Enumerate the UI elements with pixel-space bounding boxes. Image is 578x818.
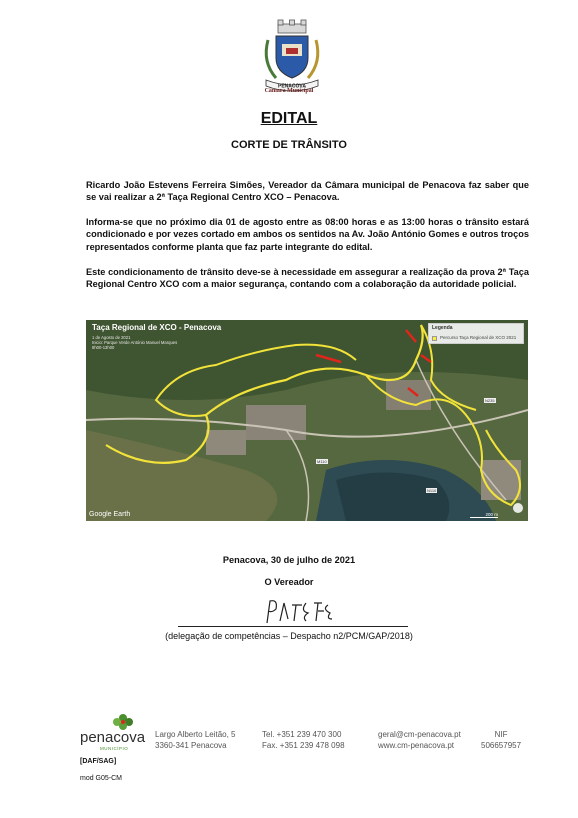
footer-address — [155, 729, 236, 751]
document-title: EDITAL — [260, 110, 318, 127]
footer-nif — [481, 729, 521, 751]
footer-contact — [378, 729, 461, 751]
map-start: Inicio: Parque Verde António Manuel Marques — [92, 340, 178, 345]
legend-swatch-icon — [432, 336, 437, 341]
map-title: Taça Regional de XCO - Penacova — [92, 323, 222, 332]
signature-date: Penacova, 30 de julho de 2021 — [222, 555, 356, 565]
delegation-note: (delegação de competências – Despacho n2/PCM/GAP/2018) — [165, 631, 413, 641]
logo-tagline: MUNICÍPIO — [100, 746, 129, 751]
handwritten-signature — [262, 597, 352, 627]
legend-item: Percurso Taça Regional de XCO 2021 — [440, 335, 517, 340]
compass-icon — [513, 503, 523, 513]
signature-line — [178, 626, 408, 627]
map-scale: 200 m — [470, 512, 498, 518]
crest-ribbon-text: PENACOVA — [278, 83, 306, 90]
logo-name: penacova — [80, 729, 146, 746]
body-paragraph-closure: Informa-se que no próximo dia 01 de agosto entre as 08:00 horas e as 13:00 horas o trânsito estará condicionado e por vezes cortado em ambos os sentidos na Av. João António Gomes e outros troços representados conforme planta que faz parte integrante do edital. — [86, 217, 529, 252]
form-model-code: mod G05-CM — [80, 775, 123, 782]
signatory-role: O Vereador — [264, 577, 314, 587]
map-legend — [428, 323, 524, 344]
map-date: 1 de Agosto de 2021 — [92, 335, 131, 340]
email-link[interactable]: geral@cm-penacova.pt — [378, 730, 461, 739]
body-paragraph-announcement: Ricardo João Estevens Ferreira Simões, Vereador da Câmara municipal de Penacova faz saber que se vai realizar a 2ª Taça Regional Centro XCO – Penacova. — [86, 180, 529, 203]
map-hours: 8h00-13h00 — [92, 345, 115, 350]
road-label: M110 — [317, 459, 327, 464]
map-graphic — [86, 320, 528, 521]
footer-phone — [262, 729, 345, 751]
website-link[interactable]: www.cm-penacova.pt — [378, 741, 455, 750]
phone-number: Tel. +351 239 470 300 — [262, 730, 342, 739]
fax-number: Fax. +351 239 478 098 — [262, 741, 345, 750]
route-map — [86, 320, 528, 521]
nif-number: 506657957 — [481, 741, 522, 750]
body-paragraph-reason: Este condicionamento de trânsito deve-se à necessidade em assegurar a realização da prova 2ª Taça Regional Centro XCO com a maior segurança, contando com a colaboração da autoridade policial. — [86, 267, 529, 290]
department-code: [DAF/SAG] — [80, 758, 117, 765]
legend-title: Legenda — [432, 325, 453, 331]
google-earth-watermark: Google Earth — [89, 511, 131, 518]
address-line-2: 3360-341 Penacova — [155, 741, 227, 750]
address-line-1: Largo Alberto Leitão, 5 — [155, 730, 236, 739]
nif-label: NIF — [494, 730, 508, 739]
road-label: N110 — [427, 488, 437, 493]
municipal-crest — [258, 18, 326, 98]
road-label: N235 — [485, 398, 495, 403]
document-subtitle: CORTE DE TRÂNSITO — [231, 139, 347, 151]
crest-caption: Câmara Municipal — [264, 88, 314, 94]
